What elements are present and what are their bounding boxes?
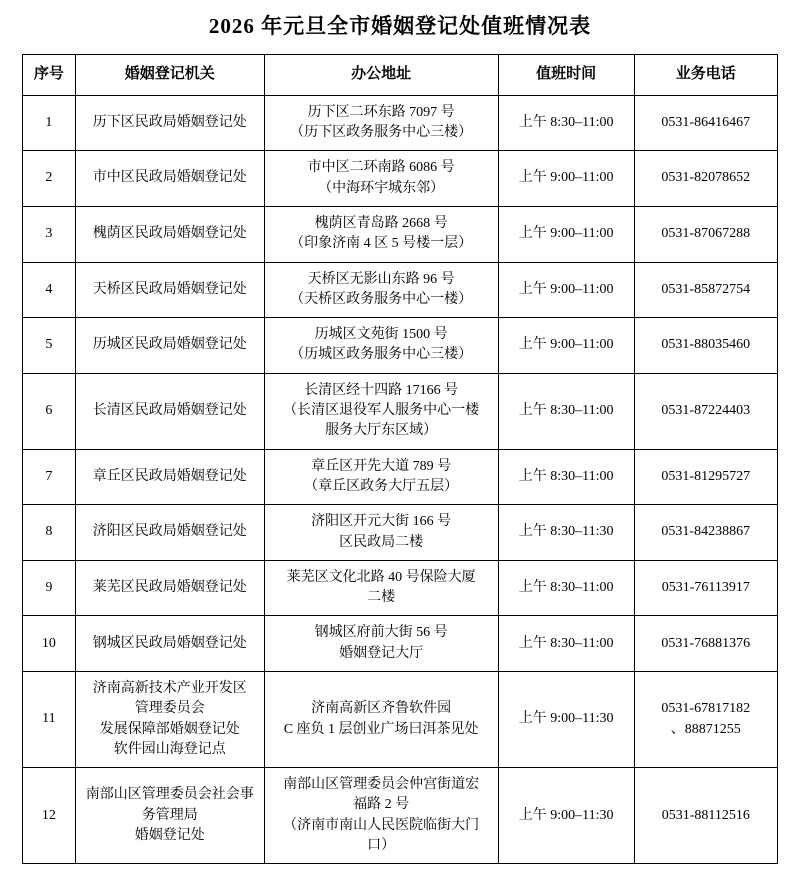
table-row	[23, 768, 778, 864]
cell-registry-office	[75, 616, 264, 672]
registry-office-line: 婚姻登记处	[134, 827, 205, 843]
phone-line: 0531-82078652	[661, 170, 751, 186]
cell-phone	[634, 95, 777, 151]
table-header-row	[23, 55, 778, 96]
cell-duty-time: 上午 9:00–11:00	[498, 262, 634, 318]
cell-row-number: 9	[23, 560, 76, 616]
cell-row-number: 11	[23, 671, 76, 767]
cell-row-number: 3	[23, 206, 76, 262]
phone-line: 0531-88112516	[661, 807, 750, 823]
cell-registry-office	[75, 373, 264, 449]
cell-office-address	[264, 505, 498, 561]
registry-office-line: 章丘区民政局婚姻登记处	[92, 468, 247, 484]
cell-duty-time: 上午 8:30–11:00	[498, 373, 634, 449]
cell-row-number: 4	[23, 262, 76, 318]
cell-row-number: 8	[23, 505, 76, 561]
phone-line: 0531-76881376	[661, 635, 751, 651]
cell-row-number: 1	[23, 95, 76, 151]
cell-phone	[634, 505, 777, 561]
office-address-line: （历城区政务服务中心三楼）	[290, 347, 473, 363]
office-address-line: 南部山区管理委员会仲宫街道宏	[283, 777, 480, 793]
office-address-line: （中海环宇城东邻）	[318, 180, 445, 196]
cell-duty-time: 上午 9:00–11:00	[498, 151, 634, 207]
registry-office-line: 天桥区民政局婚姻登记处	[92, 281, 247, 297]
office-address-line: （天桥区政务服务中心一楼）	[290, 291, 473, 307]
registry-office-line: 南部山区管理委员会社会事	[85, 787, 254, 803]
office-address-line: 历下区二环东路 7097 号	[307, 104, 455, 120]
cell-phone	[634, 373, 777, 449]
office-address-line: 章丘区开先大道 789 号	[311, 458, 452, 474]
cell-duty-time: 上午 9:00–11:30	[498, 671, 634, 767]
cell-office-address	[264, 151, 498, 207]
schedule-table-wrapper	[0, 54, 800, 880]
office-address-line: 区民政局二楼	[339, 534, 424, 550]
phone-line: 、88871255	[670, 721, 741, 737]
cell-registry-office	[75, 318, 264, 374]
cell-registry-office	[75, 95, 264, 151]
cell-row-number: 12	[23, 768, 76, 864]
cell-phone	[634, 560, 777, 616]
office-address-line: （济南市南山人民医院临街大门	[283, 817, 480, 833]
office-address-line: 天桥区无影山东路 96 号	[307, 271, 455, 287]
registry-office-line: 软件园山海登记点	[113, 741, 226, 757]
cell-row-number: 10	[23, 616, 76, 672]
phone-line: 0531-67817182	[661, 701, 751, 717]
cell-phone	[634, 671, 777, 767]
registry-office-line: 历下区民政局婚姻登记处	[92, 114, 247, 130]
office-address-line: 长清区经十四路 17166 号	[304, 382, 459, 398]
phone-line: 0531-76113917	[661, 579, 750, 595]
cell-registry-office	[75, 151, 264, 207]
cell-registry-office	[75, 768, 264, 864]
office-address-line: 历城区文苑街 1500 号	[314, 327, 448, 343]
table-row	[23, 262, 778, 318]
registry-office-line: 济阳区民政局婚姻登记处	[92, 524, 247, 540]
cell-phone	[634, 206, 777, 262]
cell-office-address	[264, 616, 498, 672]
cell-registry-office	[75, 505, 264, 561]
office-address-line: （章丘区政务大厅五层）	[304, 478, 459, 494]
cell-duty-time: 上午 9:00–11:00	[498, 206, 634, 262]
cell-registry-office	[75, 671, 264, 767]
cell-duty-time: 上午 8:30–11:00	[498, 560, 634, 616]
office-address-line: 济南高新区齐鲁软件园	[311, 701, 452, 717]
registry-office-line: 济南高新技术产业开发区	[92, 680, 247, 696]
table-row	[23, 206, 778, 262]
table-row	[23, 616, 778, 672]
table-row	[23, 151, 778, 207]
office-address-line: 二楼	[367, 590, 396, 606]
cell-office-address	[264, 262, 498, 318]
table-row	[23, 449, 778, 505]
cell-duty-time: 上午 8:30–11:00	[498, 616, 634, 672]
registry-office-line: 钢城区民政局婚姻登记处	[92, 635, 247, 651]
cell-row-number: 5	[23, 318, 76, 374]
table-row	[23, 671, 778, 767]
column-header-phone: 业务电话	[634, 55, 777, 96]
cell-office-address	[264, 318, 498, 374]
office-address-line: 市中区二环南路 6086 号	[307, 160, 455, 176]
cell-duty-time: 上午 8:30–11:30	[498, 505, 634, 561]
cell-row-number: 6	[23, 373, 76, 449]
office-address-line: 槐荫区青岛路 2668 号	[314, 215, 448, 231]
cell-registry-office	[75, 262, 264, 318]
registry-office-line: 市中区民政局婚姻登记处	[92, 170, 247, 186]
registry-office-line: 管理委员会	[134, 701, 205, 717]
column-header-time: 值班时间	[498, 55, 634, 96]
office-address-line: 口）	[367, 838, 396, 854]
office-address-line: C 座负 1 层创业广场曰洱茶见处	[283, 721, 479, 737]
phone-line: 0531-86416467	[661, 114, 751, 130]
office-address-line: 钢城区府前大街 56 号	[314, 625, 448, 641]
cell-office-address	[264, 449, 498, 505]
table-row	[23, 373, 778, 449]
column-header-no: 序号	[23, 55, 76, 96]
office-address-line: （历下区政务服务中心三楼）	[290, 125, 473, 141]
office-address-line: 福路 2 号	[353, 797, 410, 813]
column-header-address: 办公地址	[264, 55, 498, 96]
cell-office-address	[264, 373, 498, 449]
office-address-line: 济阳区开元大街 166 号	[311, 514, 452, 530]
phone-line: 0531-85872754	[661, 281, 751, 297]
office-address-line: 莱芜区文化北路 40 号保险大厦	[286, 569, 476, 585]
phone-line: 0531-87067288	[661, 226, 751, 242]
cell-office-address	[264, 95, 498, 151]
table-body	[23, 95, 778, 864]
registry-office-line: 务管理局	[141, 807, 198, 823]
registry-office-line: 长清区民政局婚姻登记处	[92, 403, 247, 419]
cell-office-address	[264, 768, 498, 864]
registry-office-line: 槐荫区民政局婚姻登记处	[92, 226, 247, 242]
cell-row-number: 7	[23, 449, 76, 505]
office-address-line: （印象济南 4 区 5 号楼一层）	[290, 236, 473, 252]
table-row	[23, 95, 778, 151]
cell-phone	[634, 151, 777, 207]
office-address-line: （长清区退役军人服务中心一楼	[283, 403, 480, 419]
table-row	[23, 505, 778, 561]
cell-registry-office	[75, 560, 264, 616]
duty-schedule-table	[22, 54, 778, 864]
cell-phone	[634, 262, 777, 318]
cell-office-address	[264, 671, 498, 767]
registry-office-line: 发展保障部婚姻登记处	[99, 721, 240, 737]
office-address-line: 婚姻登记大厅	[339, 645, 424, 661]
cell-duty-time: 上午 9:00–11:00	[498, 318, 634, 374]
cell-phone	[634, 616, 777, 672]
cell-office-address	[264, 560, 498, 616]
cell-duty-time: 上午 9:00–11:30	[498, 768, 634, 864]
cell-phone	[634, 449, 777, 505]
table-row	[23, 560, 778, 616]
table-row	[23, 318, 778, 374]
registry-office-line: 莱芜区民政局婚姻登记处	[92, 579, 247, 595]
column-header-org: 婚姻登记机关	[75, 55, 264, 96]
phone-line: 0531-87224403	[661, 403, 751, 419]
cell-phone	[634, 768, 777, 864]
cell-duty-time: 上午 8:30–11:00	[498, 449, 634, 505]
cell-registry-office	[75, 206, 264, 262]
phone-line: 0531-81295727	[661, 468, 751, 484]
phone-line: 0531-88035460	[661, 337, 751, 353]
page-title: 2026 年元旦全市婚姻登记处值班情况表	[208, 14, 592, 38]
registry-office-line: 历城区民政局婚姻登记处	[92, 337, 247, 353]
cell-phone	[634, 318, 777, 374]
cell-row-number: 2	[23, 151, 76, 207]
office-address-line: 服务大厅东区域）	[325, 423, 438, 439]
cell-registry-office	[75, 449, 264, 505]
phone-line: 0531-84238867	[661, 524, 751, 540]
cell-office-address	[264, 206, 498, 262]
cell-duty-time: 上午 8:30–11:00	[498, 95, 634, 151]
